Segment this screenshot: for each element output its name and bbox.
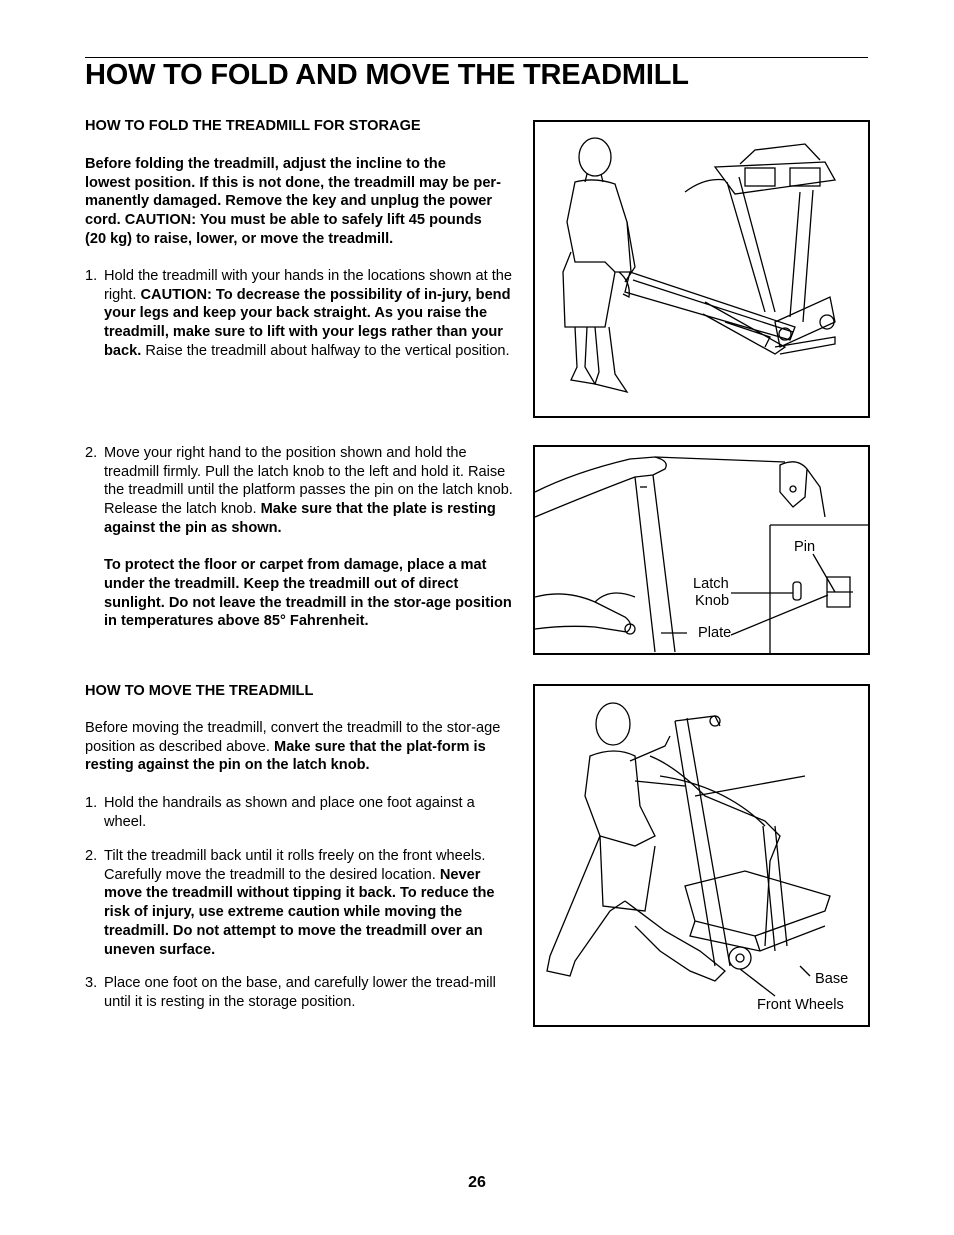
move-intro bbox=[85, 719, 515, 775]
move-treadmill-illustration bbox=[533, 684, 870, 1027]
fold-intro-line: lowest position. If this is not done, the treadmill may be per- bbox=[85, 174, 501, 191]
step-text bbox=[104, 267, 514, 361]
label-front-wheels: Front Wheels bbox=[757, 997, 844, 1013]
fold-intro-line: manently damaged. Remove the key and unplug the power bbox=[85, 193, 493, 210]
label-latch: Latch bbox=[693, 576, 729, 592]
fold-intro-line: cord. CAUTION: You must be able to safely lift 45 pounds bbox=[85, 212, 482, 229]
step-text-normal: Raise the treadmill about halfway to the vertical position. bbox=[141, 342, 510, 359]
step-text bbox=[104, 847, 514, 959]
step-text-bold: CAUTION: To decrease the possibility of in-jury, bend your legs and keep your back straight. As you raise the treadmill, make sure to lift with your legs rather than your back. bbox=[104, 286, 511, 359]
step-text: Hold the handrails as shown and place one foot against a wheel. bbox=[104, 795, 475, 830]
latch-knob-drawing bbox=[535, 447, 868, 653]
step-text bbox=[104, 444, 514, 631]
step-number: 2. bbox=[85, 848, 98, 864]
step-text-normal: Hold the treadmill with your hands in the locations shown at the right. bbox=[104, 268, 513, 303]
step-text-bold: Make sure that the plate is resting against the pin as shown. bbox=[104, 501, 496, 536]
move-intro-normal: Before moving the treadmill, convert the treadmill to the stor-age position as described above. bbox=[85, 720, 501, 755]
step-number: 1. bbox=[85, 795, 98, 811]
step-text-normal: Tilt the treadmill back until it rolls freely on the front wheels. Carefully move the treadmill to the desired location. bbox=[104, 848, 486, 883]
fold-section-heading: HOW TO FOLD THE TREADMILL FOR STORAGE bbox=[85, 118, 421, 134]
fold-lift-illustration bbox=[533, 120, 870, 418]
floor-protection-warning: To protect the floor or carpet from damage, place a mat under the treadmill. Keep the treadmill out of direct sunlight. Do not leave the treadmill in the stor-age position in temperatures above 85° Fahrenheit. bbox=[104, 557, 512, 630]
latch-knob-illustration bbox=[533, 445, 870, 655]
fold-intro-warning bbox=[85, 155, 515, 249]
page-number: 26 bbox=[468, 1174, 486, 1191]
label-plate: Plate bbox=[698, 625, 732, 641]
move-intro-bold: Make sure that the plat-form is resting against the pin on the latch knob. bbox=[85, 738, 486, 774]
label-knob: Knob bbox=[695, 593, 730, 609]
step-text: Place one foot on the base, and carefully lower the tread-mill until it is resting in the storage position. bbox=[104, 975, 496, 1010]
fold-intro-line: (20 kg) to raise, lower, or move the treadmill. bbox=[85, 230, 394, 247]
step-number: 2. bbox=[85, 445, 98, 461]
step-number: 3. bbox=[85, 975, 98, 991]
step-text-normal: Move your right hand to the position shown and hold the treadmill firmly. Pull the latch knob to the left and hold it. Raise the treadmill until the platform passes the pin on the latch knob. Release the latch knob. bbox=[104, 445, 513, 518]
step-text-bold: Never move the treadmill without tipping it back. To reduce the risk of injury, use extreme caution while moving the treadmill. Do not attempt to move the treadmill over an uneven surface. bbox=[104, 866, 495, 958]
person-lifting-treadmill-drawing bbox=[535, 122, 868, 416]
page-title: HOW TO FOLD AND MOVE THE TREADMILL bbox=[85, 59, 689, 91]
label-base: Base bbox=[815, 971, 849, 987]
fold-intro-line: Before folding the treadmill, adjust the incline to the bbox=[85, 156, 446, 172]
move-section-heading: HOW TO MOVE THE TREADMILL bbox=[85, 683, 314, 699]
step-number: 1. bbox=[85, 268, 98, 284]
label-pin: Pin bbox=[794, 539, 816, 555]
